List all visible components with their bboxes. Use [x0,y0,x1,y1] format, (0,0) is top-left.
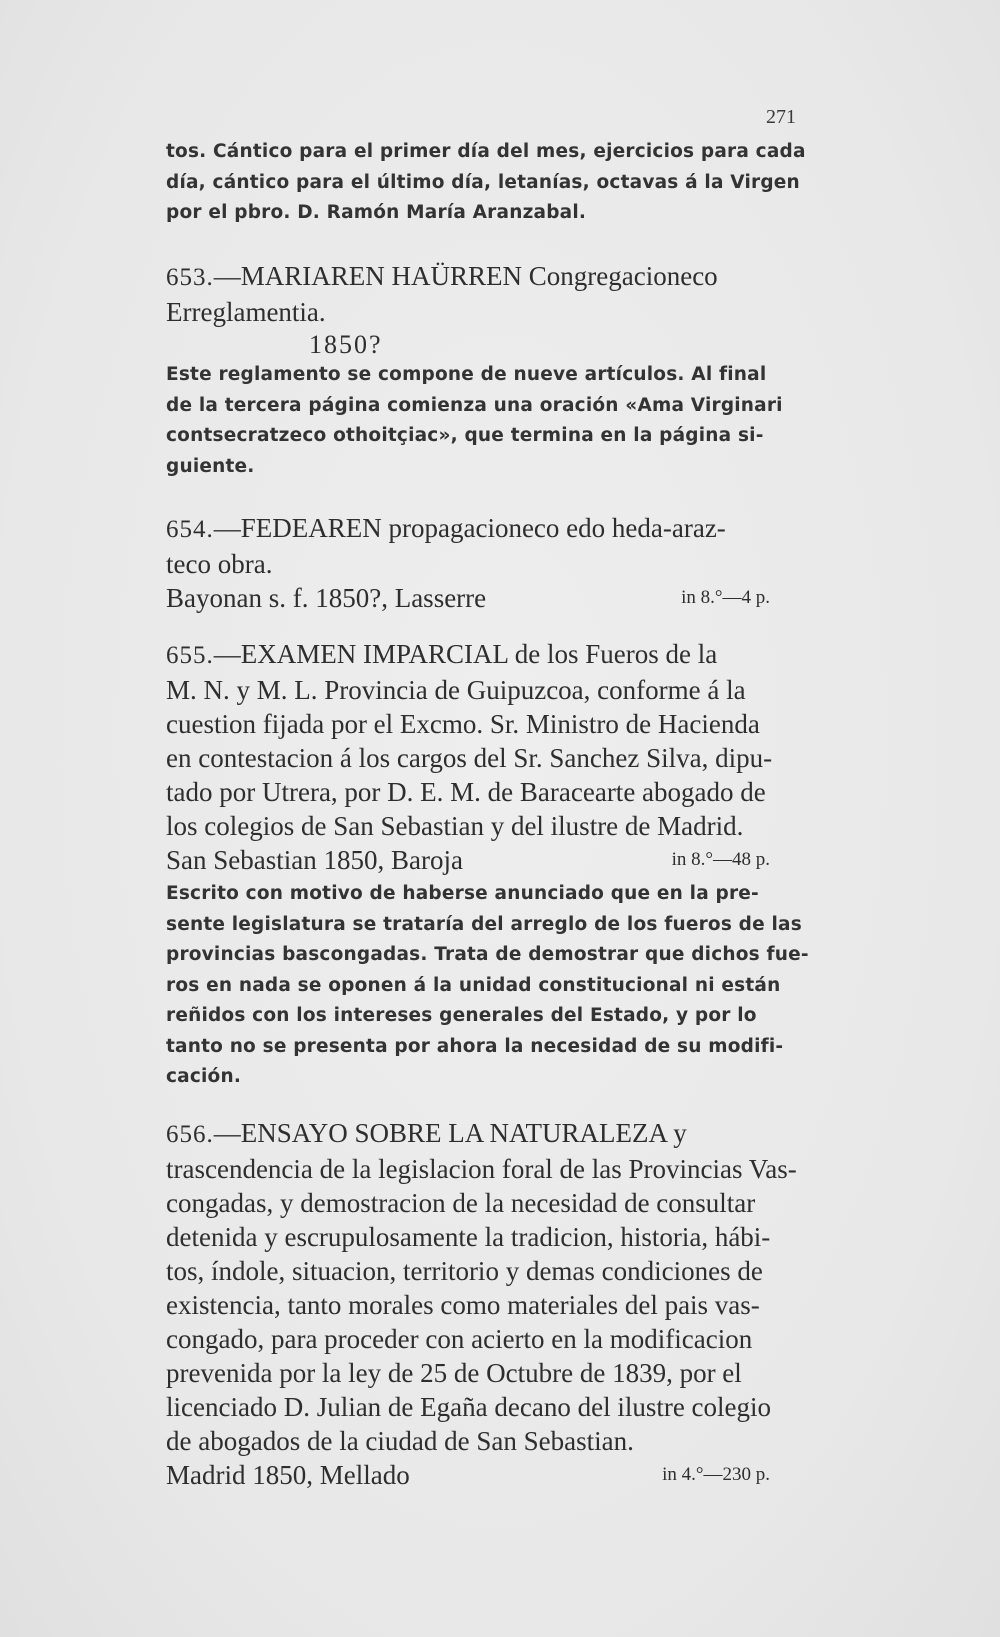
imprint: Madrid 1850, Mellado [166,1460,410,1490]
entry-title-line: Erreglamentia. [166,297,326,327]
note-line: sente legislatura se trataría del arreglo de los fueros de las [166,913,802,935]
entry-number: 655. [166,642,214,669]
entry-title-line: tado por Utrera, por D. E. M. de Baracearte abogado de [166,777,766,807]
entry-number: 656. [166,1121,214,1148]
imprint-row [166,581,818,615]
note-line: reñidos con los intereses generales del Estado, y por lo [166,1005,757,1026]
entry-title-line: detenida y escrupulosamente la tradicion, historia, hábi- [166,1222,771,1252]
note-line: de la tercera página comienza una oración «Ama Virginari [166,394,783,416]
format: in 8.°—4 p. [681,587,770,608]
entry-title-line: licenciado D. Julian de Egaña decano del ilustre colegio [166,1392,772,1422]
entry-title-text: —ENSAYO SOBRE LA NATURALEZA y [213,1118,687,1148]
entry-title-text: —MARIAREN HAÜRREN Congregacioneco [213,261,718,291]
entry-656 [166,1116,818,1492]
continuation-paragraph [166,137,818,229]
format: in 4.°—230 p. [662,1464,770,1485]
entry-title-line [166,1116,818,1152]
note-line: contsecratzeco othoitçiac», que termina en la página si- [166,425,764,446]
imprint-row [166,1458,818,1492]
note-line: tanto no se presenta por ahora la necesidad de su modifi- [166,1035,784,1057]
entry-655 [166,637,818,877]
imprint-row [166,843,818,877]
entry-title-line [166,259,818,295]
text-line: día, cántico para el último día, letanías, octavas á la Virgen [166,171,800,193]
entry-title-line: en contestacion á los cargos del Sr. Sanchez Silva, dipu- [166,743,773,773]
entry-title-line: prevenida por la ley de 25 de Octubre de 1839, por el [166,1358,742,1388]
note-line: provincias bascongadas. Trata de demostrar que dichos fue- [166,944,809,965]
entry-title-line: los colegios de San Sebastian y del ilustre de Madrid. [166,811,744,841]
text-line: por el pbro. D. Ramón María Aranzabal. [166,202,587,223]
entry-title-line: teco obra. [166,549,273,579]
note-line: Escrito con motivo de haberse anunciado que en la pre- [166,883,759,904]
text-line: tos. Cántico para el primer día del mes, ejercicios para cada [166,141,806,162]
entry-number: 653. [166,264,214,291]
note-line: guiente. [166,455,255,477]
entry-653 [166,259,818,329]
entry-title-line: trascendencia de la legislacion foral de las Provincias Vas- [166,1154,797,1184]
note-line: Este reglamento se compone de nueve artículos. Al final [166,364,767,385]
entry-title-line: cuestion fijada por el Excmo. Sr. Ministro de Hacienda [166,709,760,739]
note-line: ros en nada se oponen á la unidad constitucional ni están [166,974,781,996]
entry-title-line: M. N. y M. L. Provincia de Guipuzcoa, conforme á la [166,675,746,705]
entry-number: 654. [166,516,214,543]
entry-653-note [166,360,818,482]
note-line: cación. [166,1066,242,1087]
entry-title-line: de abogados de la ciudad de San Sebastian. [166,1426,634,1456]
entry-title-text: —EXAMEN IMPARCIAL de los Fueros de la [213,639,718,669]
entry-title-text: —FEDEAREN propagacioneco edo heda-araz- [213,513,726,543]
page-number: 271 [766,106,796,128]
imprint: San Sebastian 1850, Baroja [166,845,463,875]
entry-653-year: 1850? [309,330,383,359]
entry-654 [166,511,818,615]
imprint: Bayonan s. f. 1850?, Lasserre [166,583,487,613]
entry-title-line: congado, para proceder con acierto en la modificacion [166,1324,753,1354]
entry-title-line [166,637,818,673]
entry-655-note [166,879,818,1093]
entry-title-line [166,511,818,547]
entry-title-line: existencia, tanto morales como materiales del pais vas- [166,1290,760,1320]
entry-title-line: congadas, y demostracion de la necesidad de consultar [166,1188,756,1218]
format: in 8.°—48 p. [671,849,770,870]
entry-title-line: tos, índole, situacion, territorio y demas condiciones de [166,1256,763,1286]
